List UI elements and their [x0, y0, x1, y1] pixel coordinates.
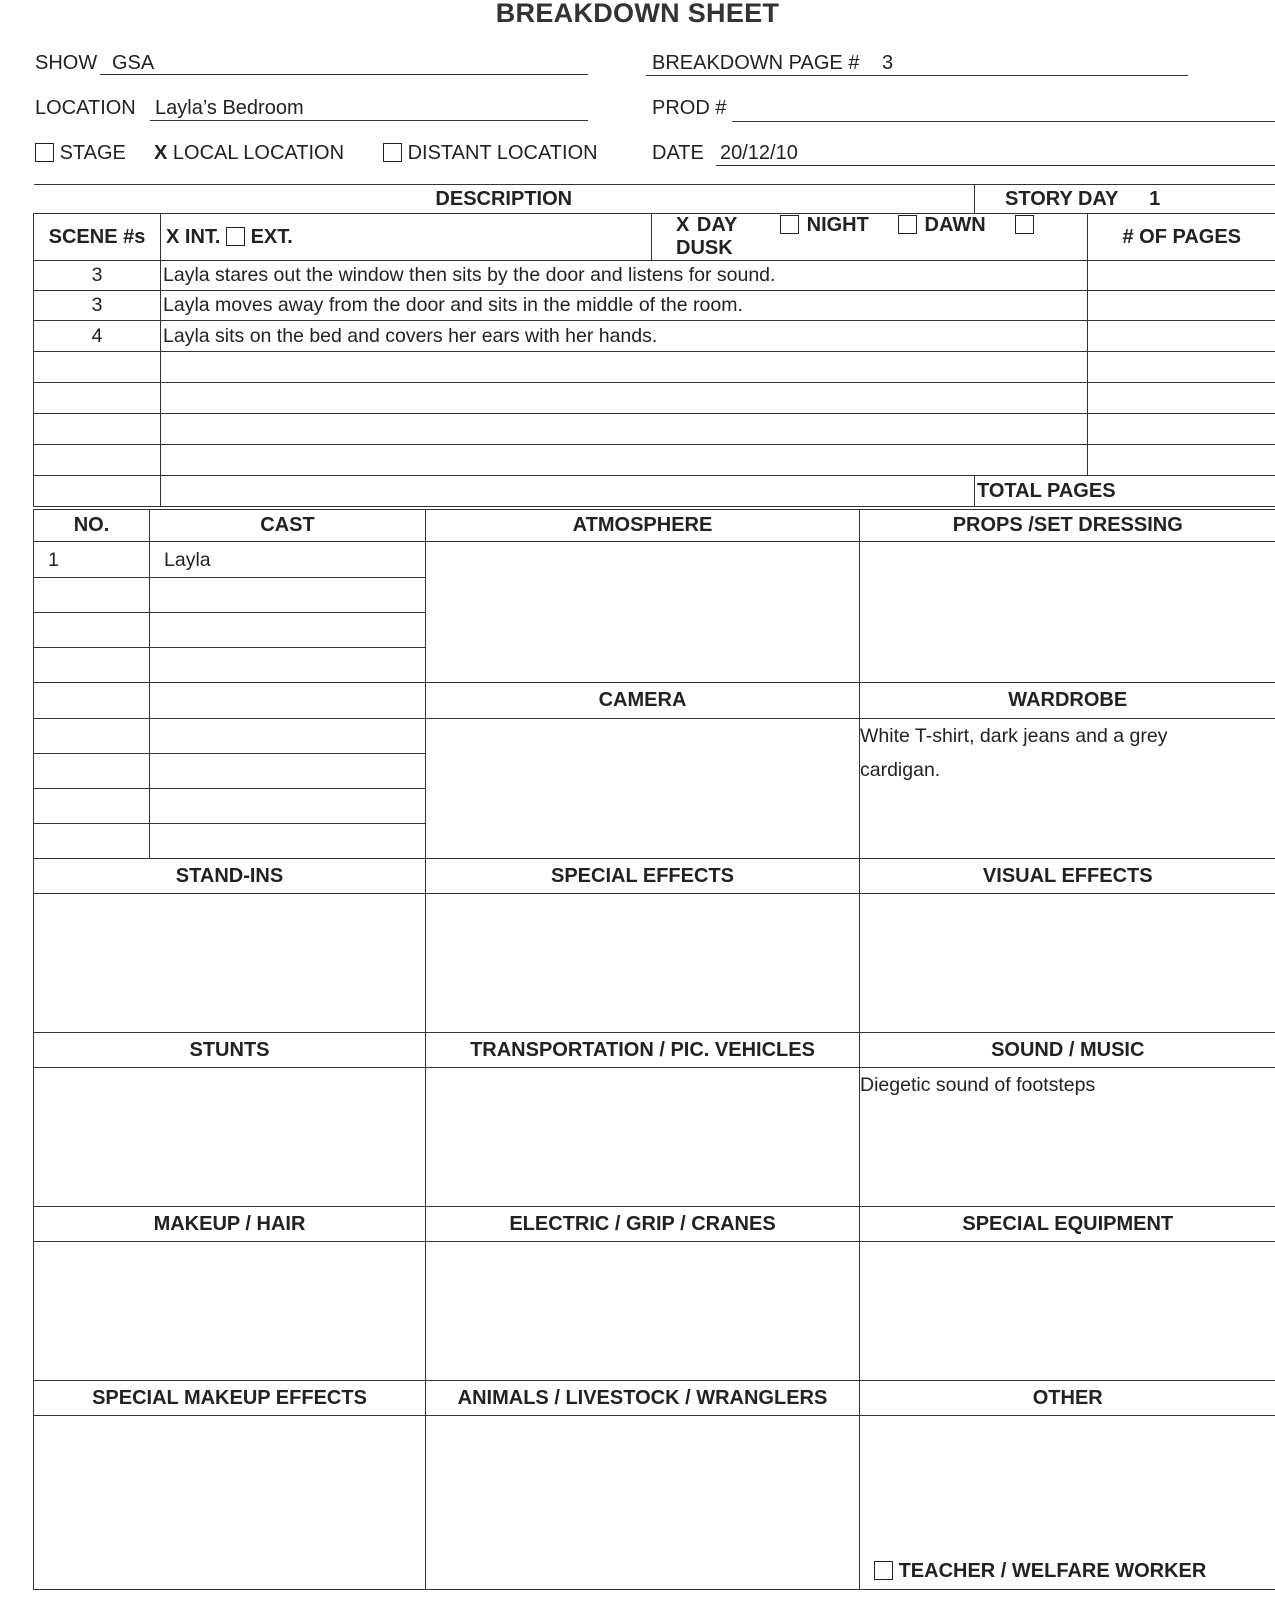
stage-checkbox[interactable]	[35, 143, 54, 162]
camera-area[interactable]	[426, 719, 860, 859]
atmosphere-area[interactable]	[426, 542, 860, 683]
date-label: DATE	[652, 142, 704, 164]
dawn-checkbox[interactable]	[898, 215, 917, 234]
stage-option[interactable]	[35, 142, 126, 165]
scene-number[interactable]: 3	[34, 291, 161, 321]
cast-no[interactable]	[34, 683, 150, 719]
other-header: OTHER	[860, 1381, 1275, 1416]
cast-name[interactable]	[150, 683, 426, 719]
dusk-label: DUSK	[676, 237, 733, 259]
cast-name[interactable]	[150, 719, 426, 754]
scene-number[interactable]	[34, 352, 161, 383]
electric-grip-header: ELECTRIC / GRIP / CRANES	[426, 1207, 860, 1242]
breakdown-page-label: BREAKDOWN PAGE #	[652, 52, 860, 74]
prod-line	[732, 121, 1275, 122]
table-row	[34, 383, 1275, 414]
ext-label: EXT.	[250, 225, 293, 248]
table-row	[34, 261, 1275, 291]
special-equipment-area[interactable]	[860, 1242, 1275, 1381]
table-row	[34, 291, 1275, 321]
table-row	[34, 445, 1275, 476]
scene-description[interactable]	[161, 476, 975, 507]
scene-pages[interactable]	[1088, 352, 1275, 383]
table-row	[34, 414, 1275, 445]
cast-name[interactable]: Layla	[150, 542, 426, 578]
stunts-header: STUNTS	[34, 1033, 426, 1068]
scene-number-header: SCENE #s	[34, 214, 161, 261]
stage-label: STAGE	[59, 142, 126, 164]
teacher-label: TEACHER / WELFARE WORKER	[898, 1560, 1207, 1582]
cast-no[interactable]	[34, 578, 150, 613]
story-day-label: STORY DAY	[1005, 187, 1119, 210]
day-label: X DAY	[676, 214, 737, 236]
cast-name[interactable]	[150, 648, 426, 683]
stand-ins-header: STAND-INS	[34, 859, 426, 894]
other-area[interactable]	[860, 1416, 1275, 1590]
breakdown-page-line	[646, 75, 1188, 76]
description-header: DESCRIPTION	[34, 185, 975, 214]
scene-pages[interactable]	[1088, 414, 1275, 445]
scene-pages[interactable]	[1088, 445, 1275, 476]
ext-checkbox[interactable]	[226, 227, 245, 246]
dawn-label: DAWN	[924, 214, 986, 236]
stand-ins-area[interactable]	[34, 894, 426, 1033]
cast-no[interactable]: 1	[34, 542, 150, 578]
sound-music-header: SOUND / MUSIC	[860, 1033, 1275, 1068]
cast-name[interactable]	[150, 824, 426, 859]
story-day-value[interactable]: 1	[1149, 187, 1161, 210]
makeup-hair-header: MAKEUP / HAIR	[34, 1207, 426, 1242]
story-day-header	[975, 185, 1275, 214]
scene-description[interactable]	[161, 352, 1088, 383]
teacher-checkbox[interactable]	[874, 1561, 893, 1580]
date-line	[716, 165, 1275, 166]
cast-no[interactable]	[34, 824, 150, 859]
special-effects-header: SPECIAL EFFECTS	[426, 859, 860, 894]
wardrobe-header: WARDROBE	[860, 683, 1275, 719]
scene-description-table	[33, 184, 1275, 507]
special-makeup-area[interactable]	[34, 1416, 426, 1590]
show-label: SHOW	[35, 52, 98, 74]
int-label: X INT.	[166, 225, 221, 248]
cast-header: CAST	[150, 510, 426, 542]
stunts-area[interactable]	[34, 1068, 426, 1207]
cast-row	[34, 719, 1275, 754]
cast-row	[34, 683, 1275, 719]
makeup-hair-area[interactable]	[34, 1242, 426, 1381]
special-equipment-header: SPECIAL EQUIPMENT	[860, 1207, 1275, 1242]
props-header: PROPS /SET DRESSING	[860, 510, 1275, 542]
breakdown-page-value[interactable]: 3	[882, 52, 894, 74]
cast-name[interactable]	[150, 754, 426, 789]
page-title: BREAKDOWN SHEET	[495, 0, 780, 28]
prod-label: PROD #	[652, 97, 727, 119]
cast-no[interactable]	[34, 613, 150, 648]
wardrobe-value[interactable]: White T-shirt, dark jeans and a grey cardigan.	[860, 719, 1275, 859]
cast-no[interactable]	[34, 789, 150, 824]
scene-description[interactable]	[161, 445, 1088, 476]
special-effects-area[interactable]	[426, 894, 860, 1033]
scene-number[interactable]	[34, 383, 161, 414]
cast-no[interactable]	[34, 754, 150, 789]
scene-number[interactable]	[34, 445, 161, 476]
scene-number[interactable]: 3	[34, 261, 161, 291]
show-value[interactable]: GSA	[112, 52, 155, 74]
camera-header: CAMERA	[426, 683, 860, 719]
cast-no[interactable]	[34, 648, 150, 683]
scene-number[interactable]: 4	[34, 321, 161, 352]
scene-description[interactable]	[161, 383, 1088, 414]
time-of-day-header	[652, 214, 1088, 261]
scene-pages[interactable]	[1088, 291, 1275, 321]
dusk-checkbox[interactable]	[1015, 215, 1034, 234]
table-row	[34, 321, 1275, 352]
distant-location-option[interactable]	[383, 142, 598, 165]
animals-area[interactable]	[426, 1416, 860, 1590]
local-location-mark: X	[154, 142, 168, 164]
show-line	[100, 74, 588, 75]
visual-effects-header: VISUAL EFFECTS	[860, 859, 1275, 894]
night-checkbox[interactable]	[780, 215, 799, 234]
sound-music-value[interactable]: Diegetic sound of footsteps	[860, 1068, 1275, 1207]
scene-description[interactable]: Layla stares out the window then sits by the door and listens for sound.	[161, 261, 1088, 291]
cast-name[interactable]	[150, 578, 426, 613]
scene-number[interactable]	[34, 414, 161, 445]
electric-grip-area[interactable]	[426, 1242, 860, 1381]
special-makeup-header: SPECIAL MAKEUP EFFECTS	[34, 1381, 426, 1416]
elements-table	[33, 509, 1275, 1590]
scene-pages[interactable]	[1088, 383, 1275, 414]
atmosphere-header: ATMOSPHERE	[426, 510, 860, 542]
location-value[interactable]: Layla’s Bedroom	[155, 97, 304, 119]
distant-location-label: DISTANT LOCATION	[407, 142, 598, 164]
scene-description[interactable]	[161, 414, 1088, 445]
int-ext-header	[161, 214, 652, 261]
total-pages: TOTAL PAGES	[975, 476, 1275, 507]
scene-pages[interactable]	[1088, 261, 1275, 291]
table-row	[34, 352, 1275, 383]
cast-no[interactable]	[34, 719, 150, 754]
date-value[interactable]: 20/12/10	[720, 142, 798, 164]
no-header: NO.	[34, 510, 150, 542]
cast-name[interactable]	[150, 789, 426, 824]
visual-effects-area[interactable]	[860, 894, 1275, 1033]
night-label: NIGHT	[806, 214, 869, 236]
transportation-area[interactable]	[426, 1068, 860, 1207]
location-line	[150, 120, 588, 121]
cast-name[interactable]	[150, 613, 426, 648]
scene-pages[interactable]	[1088, 321, 1275, 352]
cast-row	[34, 542, 1275, 578]
props-area[interactable]	[860, 542, 1275, 683]
location-label: LOCATION	[35, 97, 136, 119]
distant-location-checkbox[interactable]	[383, 143, 402, 162]
local-location-option[interactable]	[154, 142, 344, 165]
transportation-header: TRANSPORTATION / PIC. VEHICLES	[426, 1033, 860, 1068]
scene-description[interactable]: Layla moves away from the door and sits in the middle of the room.	[161, 291, 1088, 321]
scene-description[interactable]: Layla sits on the bed and covers her ears with her hands.	[161, 321, 1088, 352]
scene-number[interactable]	[34, 476, 161, 507]
pages-header: # OF PAGES	[1088, 214, 1275, 261]
local-location-label: LOCAL LOCATION	[172, 142, 345, 164]
animals-header: ANIMALS / LIVESTOCK / WRANGLERS	[426, 1381, 860, 1416]
